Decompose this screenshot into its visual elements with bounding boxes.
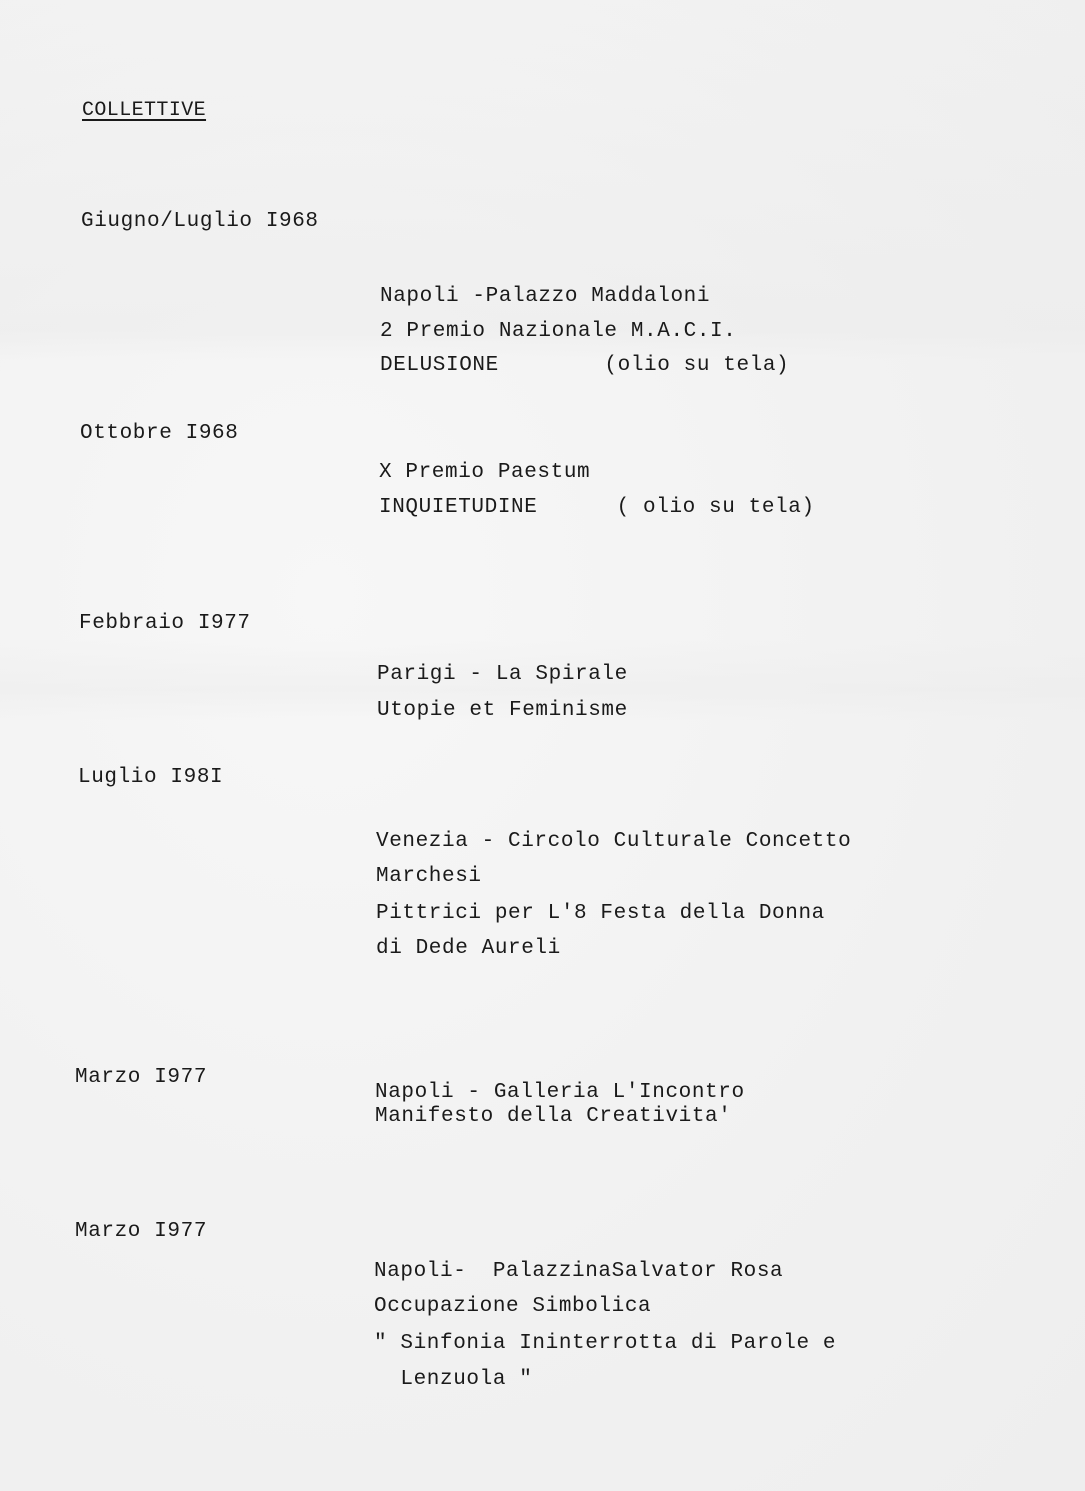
entry-date: Luglio I98I — [78, 766, 224, 789]
entry-line: Napoli - Galleria L'Incontro — [375, 1081, 745, 1104]
entry-line: 2 Premio Nazionale M.A.C.I. — [380, 320, 737, 343]
entry-line: Utopie et Feminisme — [377, 699, 628, 722]
entry-line: DELUSIONE (olio su tela) — [380, 354, 790, 377]
entry-line: Pittrici per L'8 Festa della Donna — [376, 902, 825, 925]
entry-line: Venezia - Circolo Culturale Concetto — [376, 830, 852, 853]
entry-line: Napoli- PalazzinaSalvator Rosa — [374, 1260, 784, 1283]
entry-line: Manifesto della Creativita' — [375, 1105, 732, 1128]
entry-line: Parigi - La Spirale — [377, 663, 628, 686]
section-heading: COLLETTIVE — [82, 99, 207, 122]
entry-line: Napoli -Palazzo Maddaloni — [380, 285, 711, 308]
entry-line: Occupazione Simbolica — [374, 1295, 652, 1318]
entry-date: Febbraio I977 — [79, 612, 251, 635]
entry-date: Marzo I977 — [75, 1066, 208, 1089]
entry-date: Marzo I977 — [75, 1220, 208, 1243]
entry-line: Marchesi — [376, 865, 482, 888]
entry-line: INQUIETUDINE ( olio su tela) — [379, 496, 815, 519]
entry-line: " Sinfonia Ininterrotta di Parole e — [374, 1332, 837, 1355]
entry-line: X Premio Paestum — [379, 461, 591, 484]
entry-date: Giugno/Luglio I968 — [81, 210, 319, 233]
entry-line: di Dede Aureli — [376, 937, 561, 960]
entry-line: Lenzuola " — [374, 1368, 533, 1391]
entry-date: Ottobre I968 — [80, 422, 239, 445]
